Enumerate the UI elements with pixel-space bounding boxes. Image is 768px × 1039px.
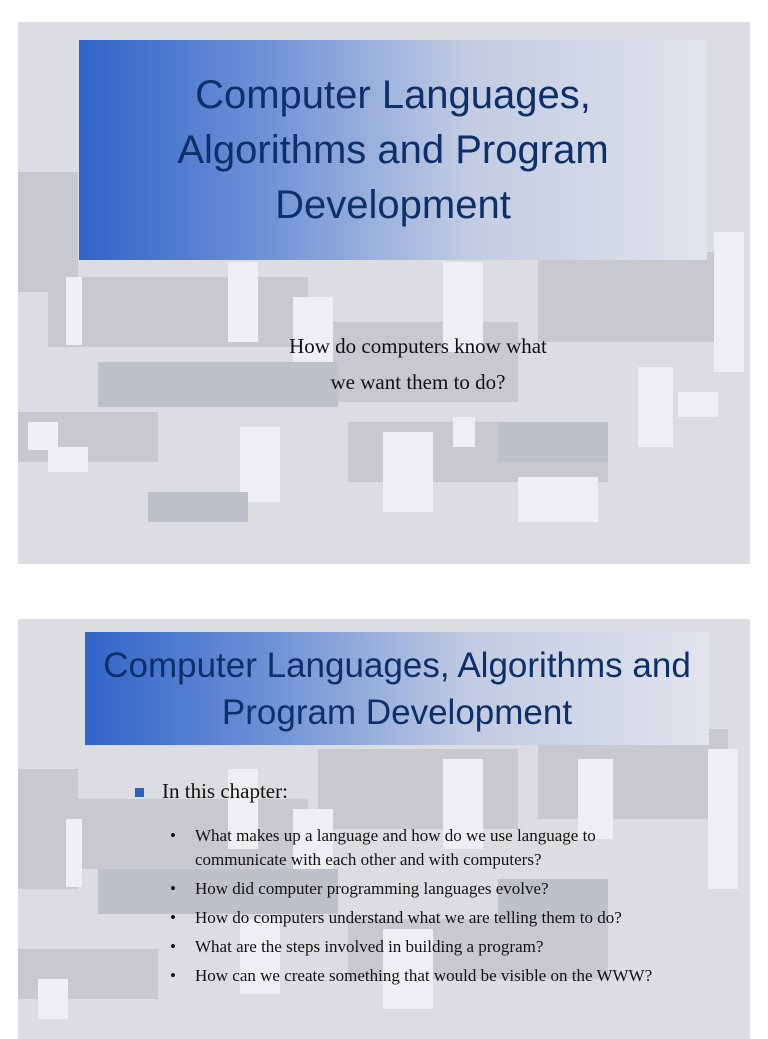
- bullet-list: [168, 824, 688, 993]
- list-item-text: What are the steps involved in building a program?: [195, 937, 544, 956]
- list-item: [168, 906, 688, 930]
- slide-1: [18, 22, 750, 564]
- bullet-dot-icon: •: [170, 937, 176, 956]
- subtitle-line-2: we want them to do?: [330, 370, 506, 394]
- bullet-dot-icon: •: [170, 826, 176, 845]
- title-box: [85, 632, 709, 745]
- slide-title: Computer Languages, Algorithms and Program Development: [103, 645, 691, 732]
- chapter-heading-text: In this chapter:: [162, 779, 288, 803]
- bullet-dot-icon: •: [170, 908, 176, 927]
- subtitle-line-1: How do computers know what: [289, 334, 547, 358]
- square-bullet-icon: [135, 788, 144, 797]
- list-item: [168, 935, 688, 959]
- list-item: [168, 964, 688, 988]
- bullet-dot-icon: •: [170, 879, 176, 898]
- slide-title: Computer Languages, Algorithms and Program Development: [177, 72, 609, 227]
- chapter-heading: [135, 779, 288, 804]
- list-item: [168, 877, 688, 901]
- list-item-text: How do computers understand what we are telling them to do?: [195, 908, 622, 927]
- list-item-text: What makes up a language and how do we use language to communicate with each other and with computers?: [195, 826, 596, 869]
- slide-subtitle: [198, 328, 638, 400]
- list-item: [168, 824, 688, 872]
- bullet-dot-icon: •: [170, 966, 176, 985]
- list-item-text: How did computer programming languages evolve?: [195, 879, 549, 898]
- slide-2: [18, 619, 750, 1039]
- title-box: [79, 40, 707, 260]
- list-item-text: How can we create something that would be visible on the WWW?: [195, 966, 653, 985]
